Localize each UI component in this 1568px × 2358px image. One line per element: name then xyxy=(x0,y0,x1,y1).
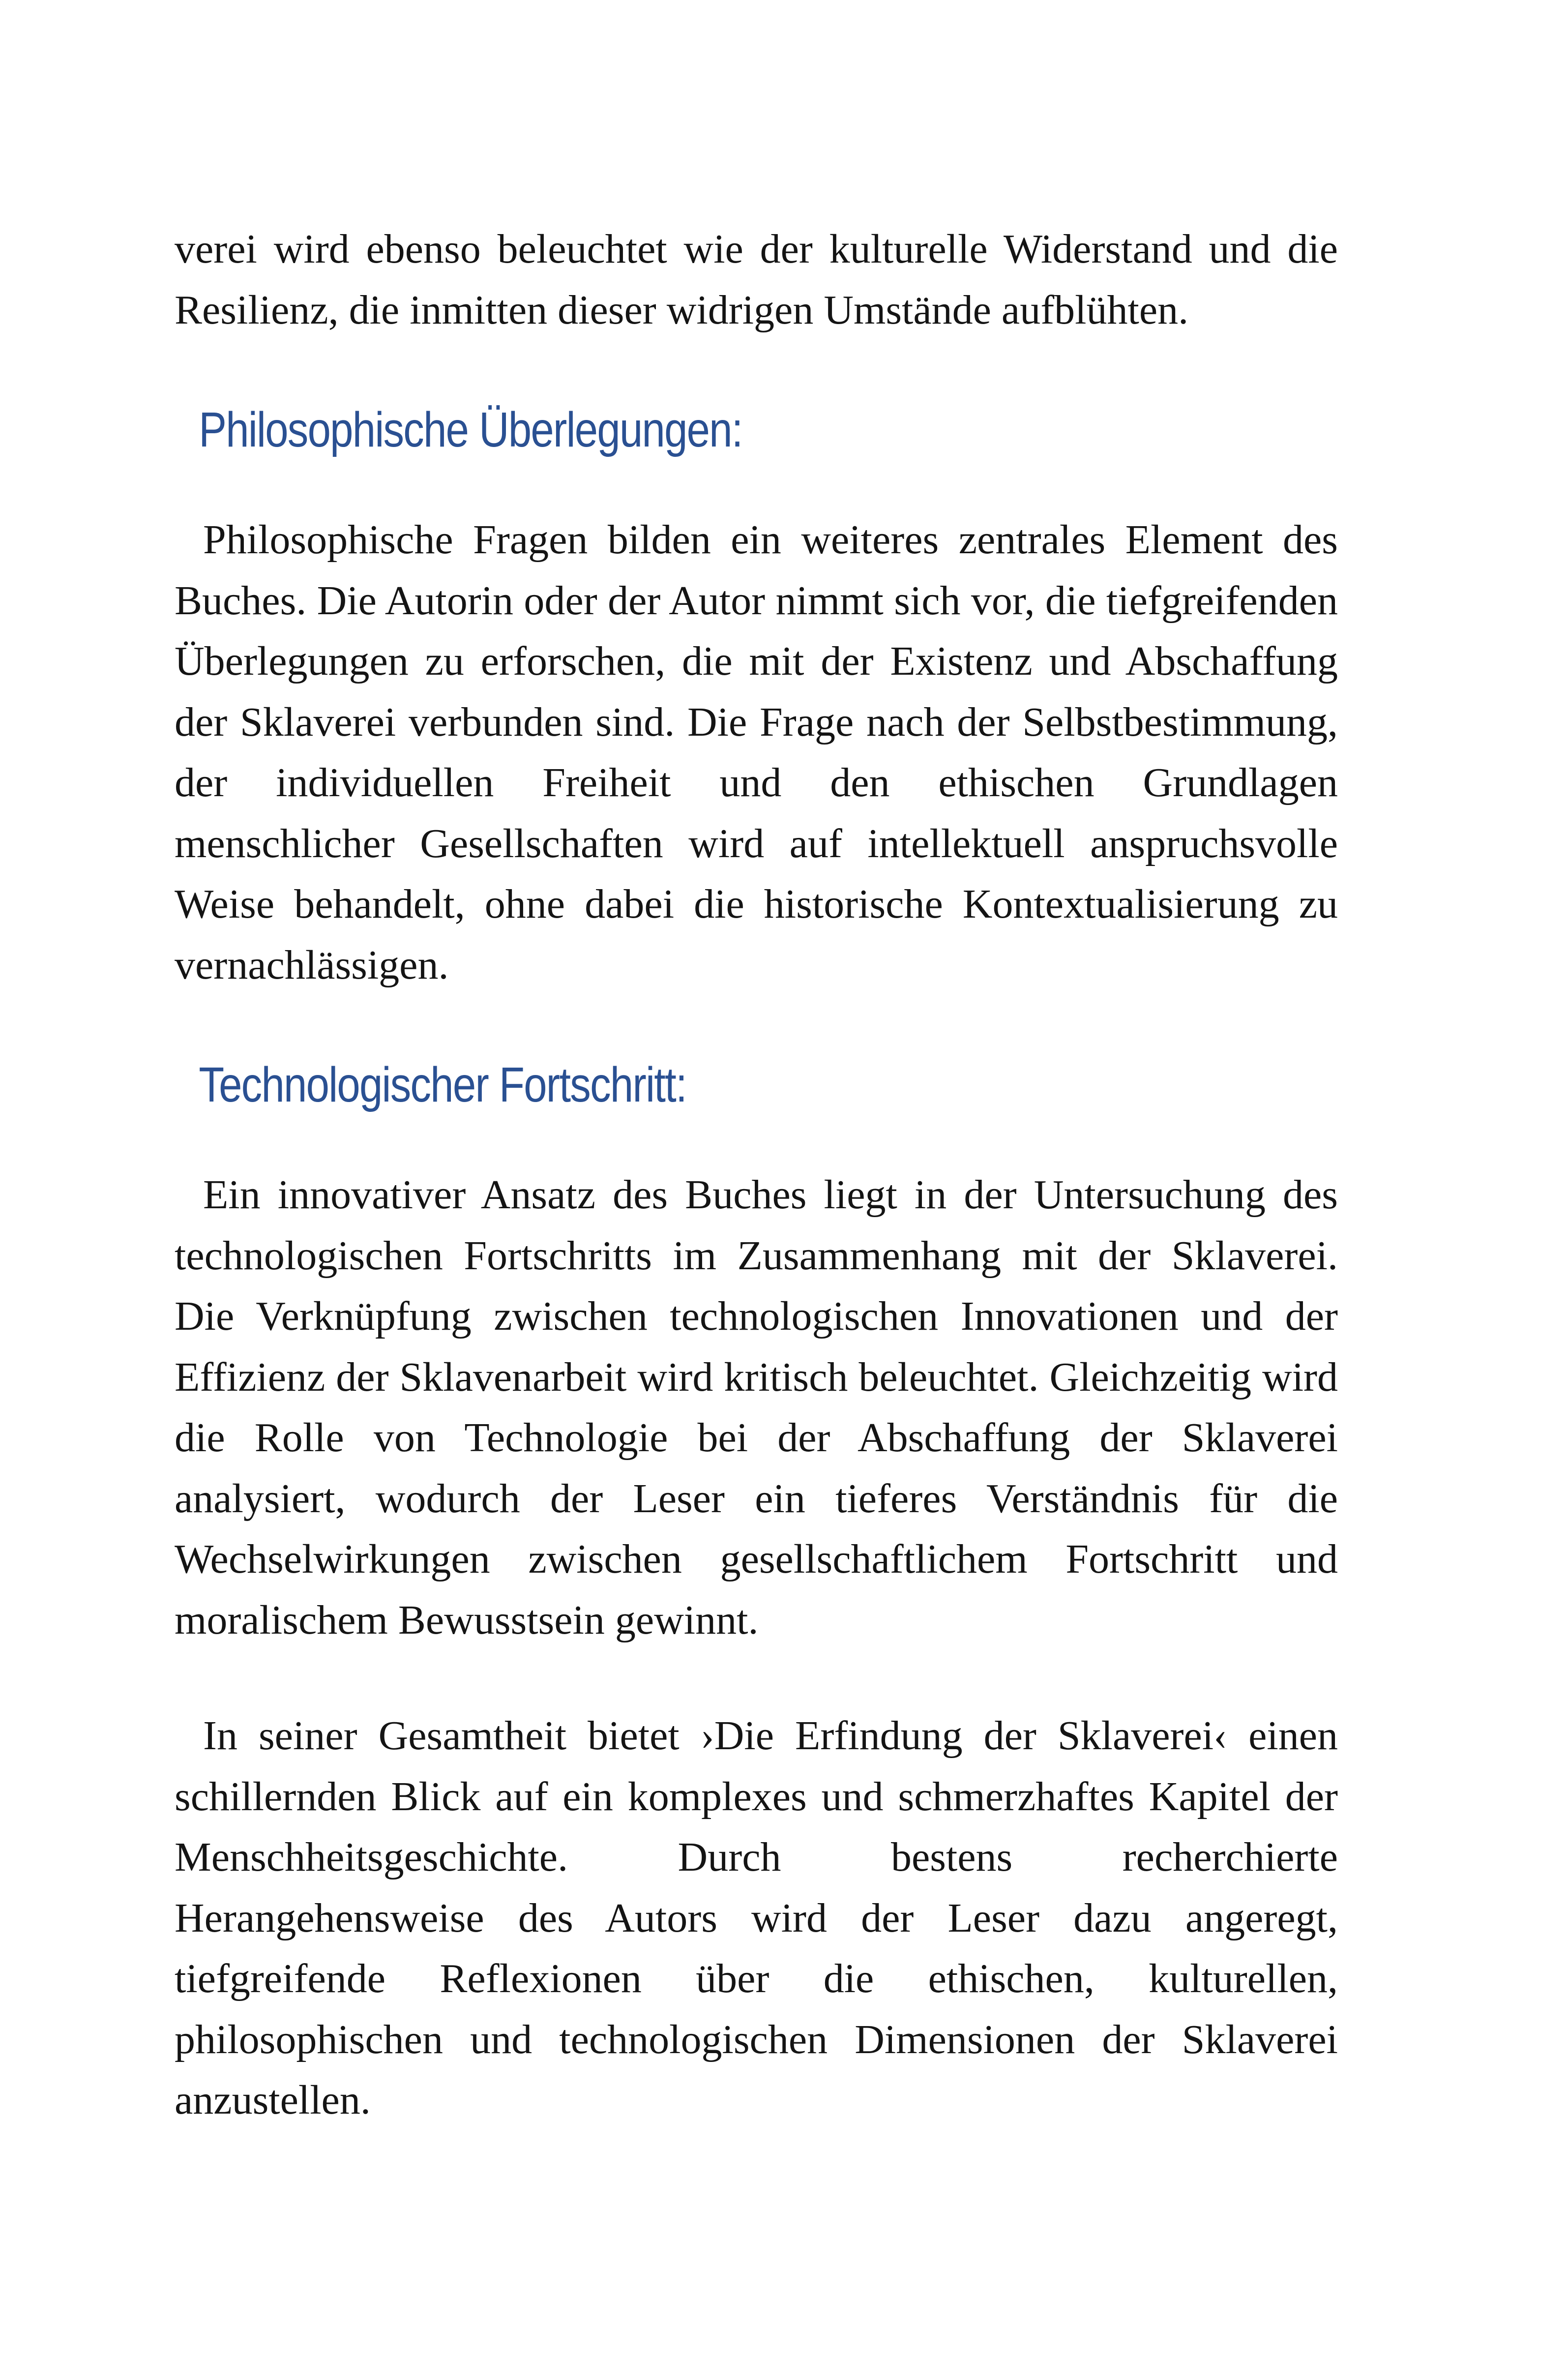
spacer xyxy=(175,995,1338,1055)
spacer xyxy=(175,340,1338,400)
spacer xyxy=(175,460,1338,509)
paragraph-philosophy: Philosophische Fragen bilden ein weiteres zentrales Element des Buches. Die Autorin oder der Autor nimmt sich vor, die tiefgreifenden Überlegungen zu erforschen, die mit der Existenz und Abschaffung der Sklaverei verbunden sind. Die Frage nach der Selbstbestimmung, der individuellen Freiheit und den ethischen Grundlagen menschlicher Gesellschaften wird auf intellektuell anspruchsvolle Weise behandelt, ohne dabei die historische Kontextualisierung zu vernachlässigen. xyxy=(175,517,1338,988)
spacer xyxy=(175,1650,1338,1705)
paragraph-conclusion: In seiner Gesamtheit bietet ›Die Erfindung der Sklaverei‹ einen schillernden Blick auf ein komplexes und schmerzhaftes Kapitel der Menschheitsgeschichte. Durch bestens recherchierte Herangehensweise des Autors wird der Leser dazu angeregt, tiefgreifende Reflexionen über die ethischen, kulturellen, philosophischen und technologischen Dimensionen der Sklaverei anzustellen. xyxy=(175,1713,1338,2123)
document-page xyxy=(175,219,1338,2131)
spacer xyxy=(175,1115,1338,1164)
continuation-paragraph: verei wird ebenso beleuchtet wie der kulturelle Widerstand und die Resilienz, die inmitten dieser widrigen Umstände aufblühten. xyxy=(175,226,1338,333)
section-heading-philosophy: Philosophische Überlegungen: xyxy=(199,402,742,457)
paragraph-technology: Ein innovativer Ansatz des Buches liegt in der Untersuchung des technologischen Fortschritts im Zusammenhang mit der Sklaverei. Die Verknüpfung zwischen technologischen Innovationen und der Effizienz der Sklavenarbeit wird kritisch beleuchtet. Gleichzeitig wird die Rolle von Technologie bei der Abschaffung der Sklaverei analysiert, wodurch der Leser ein tieferes Verständnis für die Wechselwirkungen zwischen gesellschaftlichem Fortschritt und moralischem Bewusstsein gewinnt. xyxy=(175,1172,1338,1643)
section-heading-technology: Technologischer Fortschritt: xyxy=(199,1057,687,1112)
